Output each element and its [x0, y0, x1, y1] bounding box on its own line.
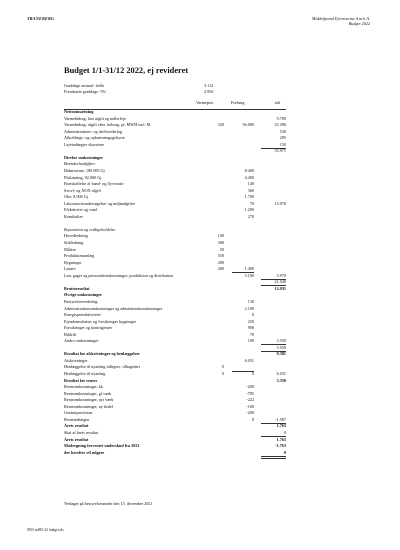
row-label: Resultat før afskrivninger og henlæggelser [64, 351, 140, 357]
row-label: Andre omkostninger [64, 338, 99, 344]
intro-block [64, 83, 214, 95]
table-row [64, 331, 254, 338]
row-value-c3: 12.931 [274, 285, 286, 291]
row-value-c2: 0 [251, 312, 254, 318]
row-value-c2: 8.400 [244, 167, 254, 173]
table-row [64, 338, 286, 344]
rule-line [261, 436, 286, 437]
row-value-c2: 70 [249, 331, 254, 337]
row-value-c2: 6.031 [244, 357, 254, 363]
table-row [64, 259, 224, 266]
table-row [64, 115, 286, 122]
row-value-c2: 1.400 [244, 266, 254, 272]
table-row [64, 410, 254, 416]
rule-line [64, 109, 286, 110]
row-label: Renteomkostninger, ny kedel [64, 403, 114, 409]
table-row [64, 443, 286, 449]
row-value-c3: 3.550 [276, 338, 286, 344]
table-row [64, 200, 286, 207]
header-left: TRANEBERG [27, 16, 55, 21]
row-value-c2: 2.100 [244, 305, 254, 311]
row-label: Produktionsanlæg [64, 253, 95, 259]
row-label: Renteomkostninger, nyt værk [64, 397, 114, 403]
row-label: Henlæggelse til nyanlæg tidligere, tilbageført [64, 364, 140, 370]
row-value-c3: 3.350 [276, 377, 286, 383]
table-row [64, 390, 254, 397]
row-value-c3: 9.700 [276, 115, 286, 121]
row-value-c2: 900 [247, 325, 254, 331]
intro-label: Graddage normal- helår [64, 83, 104, 88]
row-value-c2: 1.700 [244, 194, 254, 200]
intro-value: 3.112 [204, 83, 214, 88]
table-row [64, 357, 254, 364]
row-value-c3: 9.381 [276, 351, 286, 357]
row-label: Hovedledning [64, 233, 88, 239]
table-row [64, 436, 286, 443]
row-value-c2: 0 [251, 416, 254, 422]
table-row [64, 377, 286, 384]
row-label: Administrations- og driftsvederlag [64, 128, 122, 134]
table-row [64, 318, 254, 325]
row-value-c1: 50 [219, 246, 224, 252]
file-name: 0501 m081-22 budget.xls [27, 528, 64, 532]
rule-line [232, 272, 254, 273]
rule-line [261, 148, 286, 149]
row-value-c1: 100 [217, 233, 224, 239]
row-label: Afskrivninger [64, 357, 88, 363]
table-row [64, 122, 286, 128]
table-row [64, 423, 286, 429]
table-row [64, 227, 117, 233]
row-value-c3: 1.763 [276, 423, 286, 429]
row-value-c3: 1.763 [276, 436, 286, 442]
row-label: Energispareaktiviteter [64, 312, 101, 318]
row-label: Skat af årets resultat [64, 429, 99, 435]
row-value-c3: 15.070 [274, 200, 286, 206]
row-value-c3: -1.587 [275, 416, 286, 422]
row-value-c3: -1.763 [275, 443, 286, 449]
row-label: Afkoblings- og opkrævningsgebyrer [64, 135, 125, 141]
row-label: Bruttoresultat [64, 285, 90, 291]
intro-label: Forudsatte graddage -5% [64, 88, 107, 94]
row-value-c3: 530 [279, 128, 286, 134]
table-row [64, 384, 254, 390]
table-row [64, 187, 254, 194]
row-label: Henlæggelse til nyanlæg [64, 371, 106, 376]
table-row [64, 416, 286, 423]
row-label: Forsikringer og kontingenter [64, 325, 113, 331]
row-value-c2: 1.200 [244, 207, 254, 213]
header-company: Middelgrund Fjernvarme A.m.b.A. [311, 16, 370, 21]
table-row [64, 155, 103, 161]
row-value-c1: 0 [221, 371, 224, 376]
row-value-c2: 100 [247, 338, 254, 344]
table-row [64, 141, 286, 148]
row-label: Øvrige omkostninger [64, 292, 103, 298]
table-row [64, 167, 254, 174]
row-label: Resultat før renter [64, 377, 98, 383]
row-label: Flisløsning, 92.000 Gj [64, 174, 102, 180]
row-label: Renteomkostninger, kk [64, 384, 103, 390]
table-row [64, 449, 286, 456]
col-header-forbrug: Forbrug [231, 100, 245, 105]
col-header-ialt: ialt [275, 100, 281, 105]
col-header-varmepris: Varmepris [196, 100, 214, 105]
row-label: Målere [64, 246, 76, 252]
header-doc: Budget 2022 [348, 21, 370, 27]
row-value-c3: 0 [283, 429, 286, 435]
row-value-c1: 300 [217, 240, 224, 245]
table-row [64, 135, 286, 141]
row-value-c1: 0 [221, 364, 224, 370]
row-label: Varmebidrag, afgift efter forbrug, pr. MWH incl. M. [64, 122, 152, 128]
row-label: Renteindtægter [64, 416, 90, 422]
approval-note: Vedtaget på bestyrelsesmøde den 15. december 2021 [64, 501, 153, 506]
table-row [64, 253, 224, 259]
table-row [64, 233, 224, 239]
row-value-c2: 250 [247, 318, 254, 324]
row-value-c1: 550 [217, 253, 224, 259]
row-label: Brændselsudgifter: [64, 161, 97, 167]
row-value-c2: 3.100 [244, 272, 254, 278]
rule-line [261, 351, 286, 352]
row-value-c2: 270 [247, 213, 254, 219]
row-label: Årets resultat [64, 436, 89, 442]
row-label: Kemikalier [64, 213, 83, 219]
table-row [64, 285, 286, 292]
row-value-c3: 3.550 [276, 344, 286, 350]
row-value-c1: 200 [217, 259, 224, 265]
row-value-c2: 140 [247, 181, 254, 187]
table-row [64, 161, 96, 167]
table-row [64, 266, 254, 272]
row-label: Bygninger [64, 259, 82, 265]
row-value-c1: 520 [217, 122, 224, 128]
table-row [64, 351, 286, 357]
row-value-c3: 25.296 [274, 122, 286, 128]
table-row [64, 246, 224, 253]
row-label: Olie, 8.000 Gj [64, 194, 88, 200]
table-row [64, 194, 254, 200]
row-label: Ejendomsskatter og forsikringer bygninger [64, 318, 136, 324]
table-row [64, 181, 254, 187]
rule-line [261, 456, 286, 459]
row-value-c2: -200 [246, 410, 254, 416]
rule-line [261, 285, 286, 286]
page-title: Budget 1/1-31/12 2022, ej revideret [64, 66, 189, 75]
table-row [64, 364, 224, 370]
row-value-c2: 360 [247, 187, 254, 193]
table-row [64, 429, 286, 436]
rule-line [261, 344, 286, 345]
row-label: Bildrift [64, 331, 77, 337]
row-value-c3: 150 [279, 141, 286, 147]
row-value-c3: 6.031 [276, 371, 286, 376]
table-row [64, 240, 224, 246]
row-label: Modregning forventet underskud fra 2021 [64, 443, 140, 449]
row-value-c3: 5.970 [276, 272, 286, 278]
table-row [64, 298, 254, 305]
row-value-c1: 200 [217, 266, 224, 272]
row-value-c3: 21.040 [274, 279, 286, 285]
row-label: der herefter vil udgøre [64, 449, 105, 455]
table-row [64, 312, 254, 318]
table-row [64, 174, 254, 181]
row-value-c2: 70 [249, 200, 254, 206]
rule-line [261, 423, 286, 424]
table-row [64, 397, 254, 403]
row-value-c3: 0 [283, 449, 286, 455]
row-value-c2: -180 [246, 403, 254, 409]
row-label: Garantiprovision [64, 410, 93, 416]
row-value-c2: 56.000 [242, 122, 254, 128]
row-label: Nettoomsætning [64, 109, 94, 114]
header-right [312, 16, 370, 26]
row-label: Bortskaffelse af band- og flyveaske [64, 181, 124, 187]
row-value-c2: -222 [246, 397, 254, 403]
table-row [64, 403, 254, 410]
row-value-c2: 4.400 [244, 174, 254, 180]
row-label: Administrationsomkostninger og administrationslønninger [64, 305, 163, 311]
table-row [64, 213, 254, 220]
table-row [64, 109, 93, 115]
table-row [64, 292, 102, 298]
row-label: Halmvarme, 180.000 Gj [64, 167, 105, 173]
row-label: Bestyrelsesvederlag [64, 298, 98, 304]
row-label: Elektricitet og vand [64, 207, 98, 213]
row-label: Laboratorieundersøgelser og miljøudgifter [64, 200, 136, 206]
rule-line [261, 279, 286, 280]
row-label: Reparation og vedligeholdelse: [64, 226, 117, 232]
row-value-c2: 130 [247, 298, 254, 304]
row-value-c2: -200 [246, 384, 254, 390]
row-label: Løn, gager og personaleomkostninger, produktion og distribution [64, 272, 174, 278]
rule-line [232, 371, 254, 372]
row-label: Renteomkostninger, gl værk [64, 390, 112, 396]
row-label: Direkte omkostninger [64, 154, 104, 160]
row-label: Årets resultat [64, 423, 89, 429]
row-label: Løsøre [64, 266, 76, 272]
intro-value: 2.956 [204, 88, 214, 94]
row-label: Varmebidrag, fast afgift og målerleje [64, 115, 126, 121]
table-row [64, 207, 254, 213]
table-row [64, 371, 286, 377]
row-value-c2: 0 [251, 371, 254, 376]
row-value-c3: 35.971 [274, 148, 286, 154]
table-row [64, 128, 286, 135]
table-row [64, 325, 254, 331]
row-label: Lejeindtægter skorstene [64, 141, 105, 147]
intro-row [64, 88, 214, 95]
row-value-c2: -785 [246, 390, 254, 396]
table-row [64, 305, 254, 312]
row-label: Stikledning [64, 240, 84, 245]
row-label: Svovl- og NOX-afgift [64, 187, 101, 193]
row-value-c3: 295 [279, 135, 286, 141]
table-row [64, 272, 286, 279]
